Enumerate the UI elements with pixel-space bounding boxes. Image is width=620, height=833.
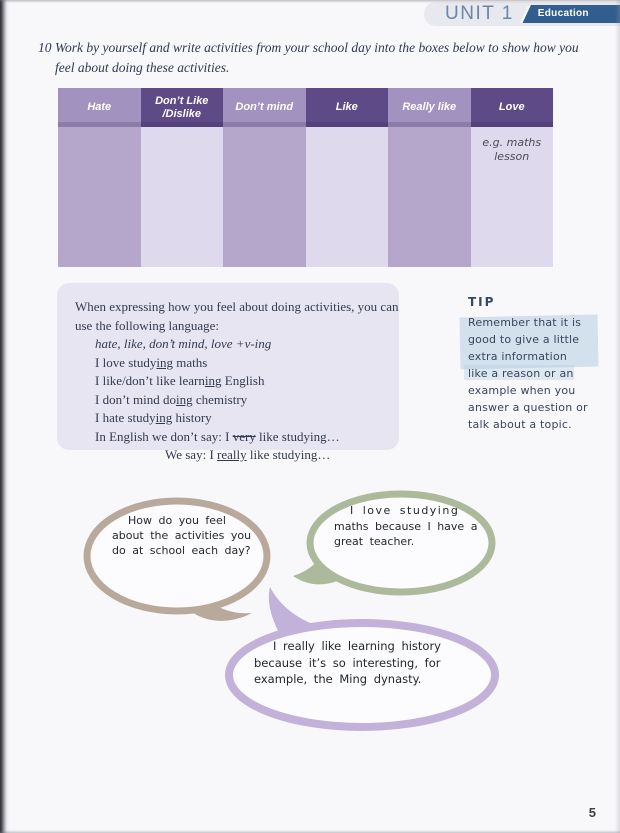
table-cell [58, 127, 141, 267]
bubble-question-text [112, 513, 264, 558]
language-do-say: We say: I really like studying… [165, 447, 331, 462]
tip-title: TIP [468, 295, 496, 309]
page-number: 5 [588, 805, 596, 820]
example-entry [471, 127, 554, 164]
bubble-line: example, the Ming dynasty. [254, 672, 422, 686]
table-column-like [306, 88, 389, 267]
subject-tab [520, 5, 620, 23]
bubble-history-text [254, 638, 486, 688]
bubble-line: I really like learning history [273, 639, 441, 653]
speech-bubbles [0, 470, 620, 790]
page-right-edge [615, 0, 620, 833]
column-header-label: Love [498, 101, 525, 114]
bubble-line: because it’s so interesting, for [254, 655, 441, 670]
example-line: e.g. maths [482, 136, 542, 149]
column-header-label: Hate [87, 101, 112, 114]
page-binding-edge [0, 0, 10, 833]
unit-title: UNIT 1 [445, 3, 514, 24]
tip-line: answer a question or [468, 401, 588, 414]
page-top-edge [0, 0, 620, 3]
table-cell [306, 127, 389, 267]
bubble-line: How do you feel [128, 514, 226, 527]
column-header-label: Don’t Like [155, 95, 209, 107]
bubble-line: I love studying [350, 504, 460, 517]
table-cell [141, 127, 224, 267]
tip-box [468, 295, 602, 433]
column-header [223, 88, 306, 127]
language-intro-line: When expressing how you feel about doing activities, you can [75, 299, 399, 314]
table-cell [388, 127, 471, 267]
bubble-line: maths because I have a [334, 519, 478, 533]
column-header [306, 88, 389, 127]
language-example: I like/don’t like learning English [95, 373, 265, 388]
language-dont-say: In English we don’t say: I very like studying… [95, 428, 340, 444]
exercise-instruction [38, 38, 598, 78]
table-column-dont-like [141, 88, 224, 267]
instruction-line: feel about doing these activities. [55, 60, 230, 75]
column-header [141, 88, 224, 127]
subject-tab-label: Education [537, 8, 589, 19]
tip-line: extra information [468, 350, 568, 363]
table-column-really-like [388, 88, 471, 267]
feelings-table [58, 88, 553, 267]
language-box [57, 283, 399, 462]
language-pattern: hate, like, don’t mind, love +v-ing [95, 336, 272, 351]
bubble-line: great teacher. [334, 535, 415, 548]
table-cell [223, 127, 306, 267]
language-example: I love studying maths [95, 354, 208, 370]
column-header [58, 88, 141, 127]
bubble-line: about the activities you [112, 529, 252, 542]
table-cell-example [471, 127, 554, 267]
column-header-label: Really like [402, 101, 457, 114]
bubble-line: do at school each day? [112, 544, 251, 557]
tip-line: example when you [468, 384, 576, 397]
table-column-love [471, 88, 554, 267]
tip-line: like a reason or an [468, 367, 574, 380]
tip-line: talk about a topic. [468, 418, 572, 431]
example-line: lesson [494, 150, 530, 163]
language-intro-line: use the following language: [75, 317, 220, 333]
column-header [471, 88, 554, 127]
bubble-maths-text [334, 503, 486, 550]
language-example: I hate studying history [95, 410, 212, 425]
language-example: I don’t mind doing chemistry [95, 391, 248, 407]
column-header-label: /Dislike [162, 107, 202, 120]
column-header-label: Don’t mind [235, 101, 294, 114]
instruction-line: Work by yourself and write activities from your school day into the boxes below to show how you [55, 40, 579, 55]
tip-line: Remember that it is [468, 316, 582, 329]
column-header-label: Like [335, 101, 358, 114]
column-header [388, 88, 471, 127]
table-column-dont-mind [223, 88, 306, 267]
tip-line: good to give a little [468, 333, 580, 346]
exercise-number: 10 [38, 40, 52, 55]
unit-header [424, 2, 620, 26]
table-column-hate [58, 88, 141, 267]
